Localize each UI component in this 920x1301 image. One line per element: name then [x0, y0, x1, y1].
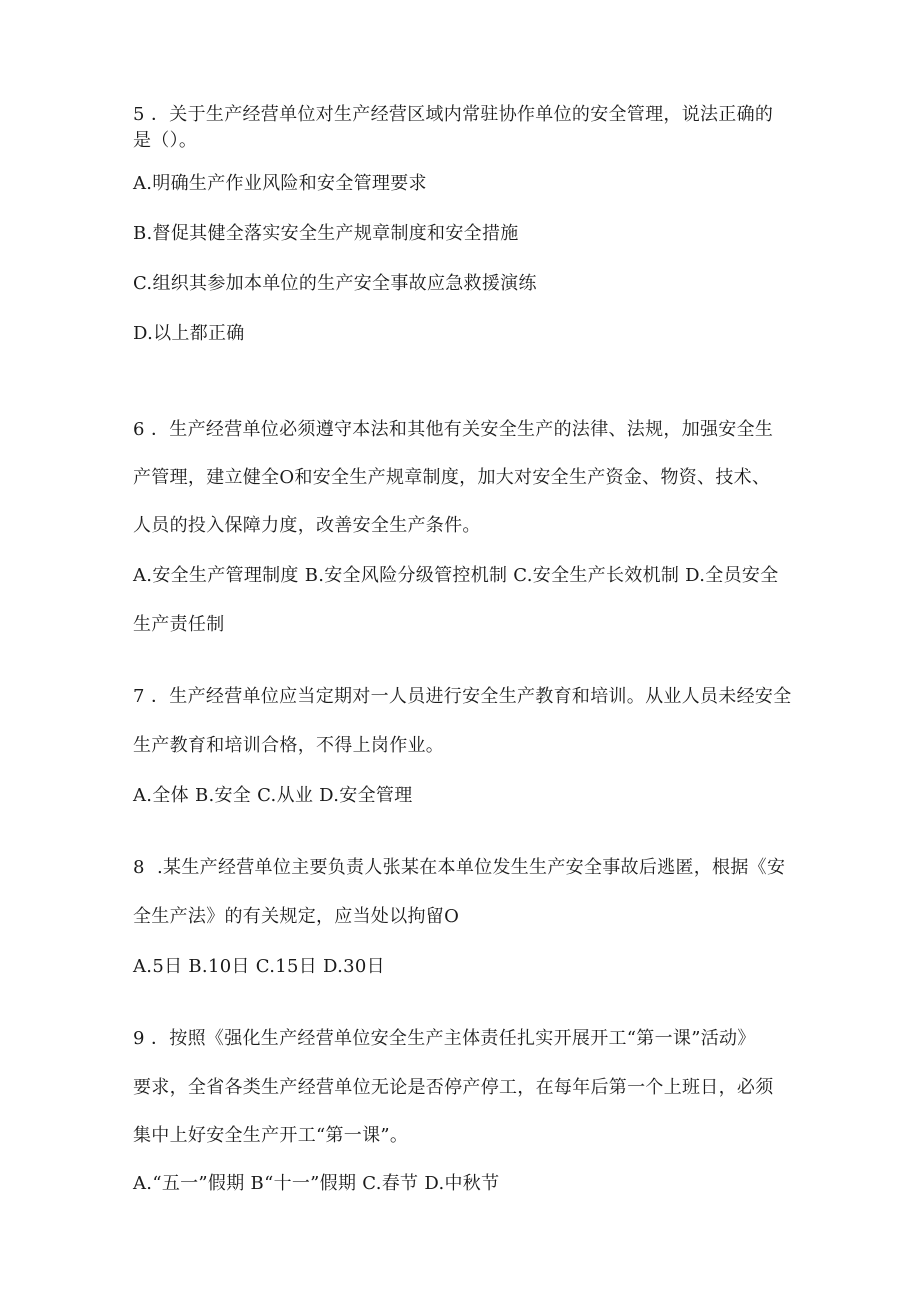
question-9-options: A.“五一”假期 B“十一”假期 C.春节 D.中秋节 [133, 1173, 500, 1194]
question-6-stem-line-2: 产管理，建立健全O和安全生产规章制度，加大对安全生产资金、物资、技术、 [133, 467, 771, 488]
question-7-options: A.全体 B.安全 C.从业 D.安全管理 [133, 785, 413, 806]
question-8-number: 8 [133, 857, 145, 878]
question-5-stem-line-1: 5 ．关于生产经营单位对生产经营区域内常驻协作单位的安全管理，说法正确的 [133, 104, 774, 125]
question-9-stem-line-2: 要求，全省各类生产经营单位无论是否停产停工，在每年后第一个上班日，必须 [133, 1077, 774, 1098]
question-5-option-a: A.明确生产作业风险和安全管理要求 [133, 173, 427, 194]
question-6-number: 6 [133, 419, 145, 440]
question-6-stem-line-3: 人员的投入保障力度，改善安全生产条件。 [133, 515, 481, 536]
question-7-stem-line-1: 7 ．生产经营单位应当定期对一人员进行安全生产教育和培训。从业人员未经安全 [133, 686, 792, 707]
question-8-options: A.5日 B.10日 C.15日 D.30日 [133, 956, 385, 977]
question-6-options-line-1: A.安全生产管理制度 B.安全风险分级管控机制 C.安全生产长效机制 D.全员安全 [133, 565, 779, 586]
question-9-number: 9 [133, 1028, 145, 1049]
question-5-option-d: D.以上都正确 [133, 323, 245, 344]
question-5-stem-line-2: 是（）。 [133, 130, 198, 151]
question-6-stem-line-1: 6 ．生产经营单位必须遵守本法和其他有关安全生产的法律、法规，加强安全生 [133, 419, 774, 440]
question-6-options-line-2: 生产责任制 [133, 614, 225, 635]
question-9-stem-line-1: 9 ．按照《强化生产经营单位安全生产主体责任扎实开展开工“第一课”活动》 [133, 1028, 756, 1049]
question-5-number: 5 [133, 104, 145, 125]
question-8-stem-line-2: 全生产法》的有关规定，应当处以拘留O [133, 906, 460, 927]
question-9-stem-line-3: 集中上好安全生产开工“第一课”。 [133, 1125, 409, 1146]
question-8-stem-line-1: 8 .某生产经营单位主要负责人张某在本单位发生生产安全事故后逃匿，根据《安 [133, 857, 786, 878]
question-5-option-c: C.组织其参加本单位的生产安全事故应急救援演练 [133, 273, 537, 294]
question-7-stem-line-2: 生产教育和培训合格，不得上岗作业。 [133, 735, 445, 756]
question-5-option-b: B.督促其健全落实安全生产规章制度和安全措施 [133, 223, 519, 244]
question-7-number: 7 [133, 686, 145, 707]
